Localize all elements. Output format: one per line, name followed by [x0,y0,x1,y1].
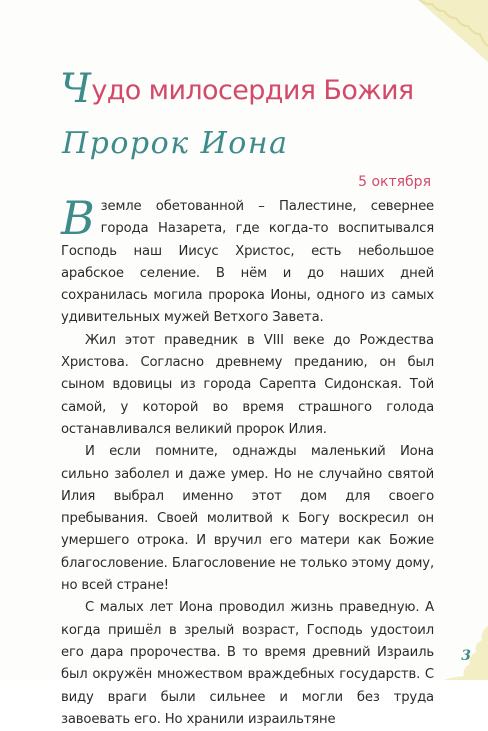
paragraph-1 [61,191,434,330]
paragraph-3: И если помните, однажды маленький Иона сильно заболел и даже умер. Но не случайно святой Илия выбрал именно этот дом для своего пребывания. Своей молитвой к Богу воскресил он умершего отрока. И вручил его матери как Божие благословение. Благословение не только этому дому, но всей стране! [61,444,434,594]
paragraph-2: Жил этот праведник в VIII веке до Рождества Христова. Согласно древнему преданию, он был сыном вдовицы из города Сарепта Сидонская. Той самой, у которой во время страшного голода останавливался великий пророк Илия. [61,332,434,437]
feast-date: 5 октября [358,174,431,190]
title-initial: Ч [60,66,91,112]
title-text: удо милосердия Божия [91,75,414,106]
article-body [61,191,434,731]
paragraph-4: С малых лет Иона проводил жизнь праведную. А когда пришёл в зрелый возраст, Господь удостоил его дара пророчества. В то время древний Израиль был окружён множеством враждебных государств. С виду враги были сильнее и могли без труда завоевать его. Но хранили израильтяне [61,600,434,727]
corner-decoration-bottom-right [430,622,488,680]
chapter-subtitle: Пророк Иона [62,126,289,161]
drop-cap: В [61,191,95,245]
corner-decoration-top-right [418,0,488,62]
paragraph-1-text: земле обетованной – Палестине, севернее города Назарета, где когда-то воспитывался Господь наш Иисус Христос, есть небольшое арабское селение. В нём и до наших дней сохранилась могила пророка Ионы, одного из самых удивительных мужей Ветхого Завета. [61,199,434,326]
chapter-title [60,66,470,112]
page-number: 3 [461,648,471,664]
